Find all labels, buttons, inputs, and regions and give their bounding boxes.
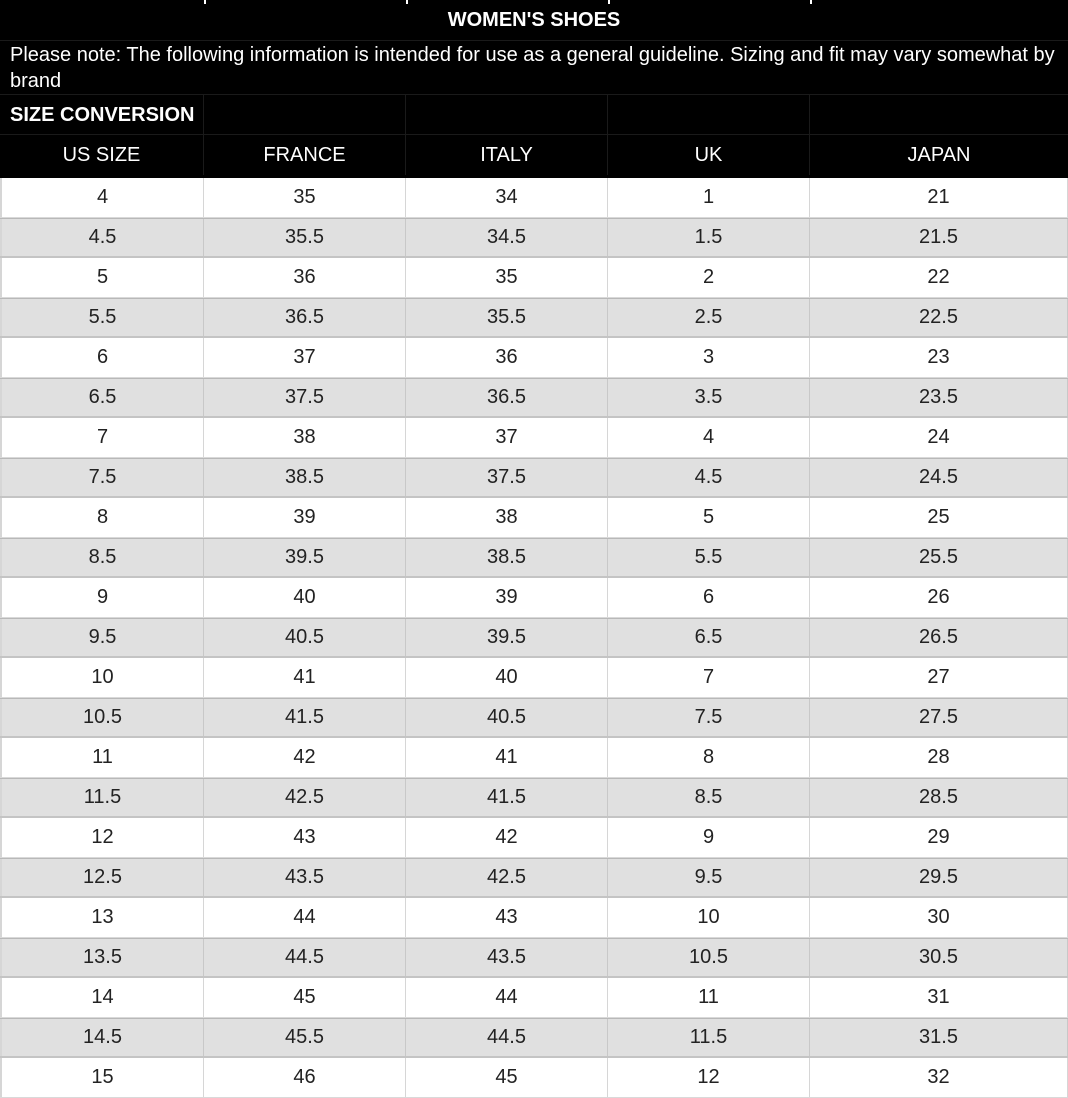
cell-uk: 11.5 [608,1019,810,1056]
cell-uk: 8.5 [608,779,810,816]
table-row [0,538,1068,578]
cell-japan: 23 [810,338,1068,377]
cell-uk: 10 [608,898,810,937]
cell-france: 39 [204,498,406,537]
cell-france: 43 [204,818,406,857]
cell-italy: 39.5 [406,619,608,656]
cell-japan: 31 [810,978,1068,1017]
cell-italy: 40.5 [406,699,608,736]
section-label: SIZE CONVERSION [0,95,204,134]
cell-us-size: 9 [0,578,204,617]
cell-us-size: 14.5 [0,1019,204,1056]
cell-us-size: 8.5 [0,539,204,576]
cell-uk: 12 [608,1058,810,1097]
cell-japan: 28.5 [810,779,1068,816]
cell-uk: 3 [608,338,810,377]
cell-italy: 43 [406,898,608,937]
cell-uk: 9 [608,818,810,857]
table-row [0,498,1068,538]
empty-cell [810,95,1068,134]
cell-japan: 32 [810,1058,1068,1097]
cell-us-size: 8 [0,498,204,537]
cell-japan: 24.5 [810,459,1068,496]
cell-france: 35.5 [204,219,406,256]
cell-japan: 25.5 [810,539,1068,576]
cell-italy: 37 [406,418,608,457]
table-row [0,1018,1068,1058]
cell-france: 36.5 [204,299,406,336]
cell-us-size: 11.5 [0,779,204,816]
cell-italy: 37.5 [406,459,608,496]
table-row [0,338,1068,378]
table-row [0,578,1068,618]
cell-japan: 21 [810,178,1068,217]
table-row [0,618,1068,658]
cell-us-size: 10 [0,658,204,697]
cell-italy: 44.5 [406,1019,608,1056]
cell-france: 38.5 [204,459,406,496]
cell-italy: 42.5 [406,859,608,896]
cell-japan: 26 [810,578,1068,617]
cell-uk: 10.5 [608,939,810,976]
cell-us-size: 4.5 [0,219,204,256]
cell-uk: 4 [608,418,810,457]
cell-uk: 6 [608,578,810,617]
table-row [0,658,1068,698]
cell-italy: 35.5 [406,299,608,336]
cell-japan: 30.5 [810,939,1068,976]
column-tick [204,0,206,4]
cell-uk: 3.5 [608,379,810,416]
cell-japan: 27.5 [810,699,1068,736]
cell-japan: 22 [810,258,1068,297]
cell-france: 36 [204,258,406,297]
table-title: WOMEN'S SHOES [447,8,621,31]
cell-france: 42 [204,738,406,777]
cell-japan: 21.5 [810,219,1068,256]
cell-uk: 1 [608,178,810,217]
table-row [0,858,1068,898]
cell-japan: 31.5 [810,1019,1068,1056]
column-tick [406,0,408,4]
cell-italy: 38 [406,498,608,537]
title-row [0,0,1068,41]
cell-japan: 25 [810,498,1068,537]
table-row [0,258,1068,298]
table-header [0,0,1068,175]
cell-uk: 2.5 [608,299,810,336]
table-body [0,175,1068,1098]
cell-us-size: 12 [0,818,204,857]
column-tick [608,0,610,4]
cell-italy: 41 [406,738,608,777]
cell-france: 40 [204,578,406,617]
table-row [0,778,1068,818]
cell-us-size: 12.5 [0,859,204,896]
cell-france: 44 [204,898,406,937]
cell-japan: 29 [810,818,1068,857]
cell-france: 41.5 [204,699,406,736]
column-header-us-size: US SIZE [0,135,204,175]
cell-uk: 6.5 [608,619,810,656]
cell-us-size: 10.5 [0,699,204,736]
cell-us-size: 15 [0,1058,204,1097]
column-header-row [0,135,1068,175]
cell-france: 45 [204,978,406,1017]
cell-us-size: 13 [0,898,204,937]
cell-us-size: 7 [0,418,204,457]
cell-france: 35 [204,178,406,217]
cell-france: 40.5 [204,619,406,656]
cell-italy: 36 [406,338,608,377]
cell-italy: 42 [406,818,608,857]
cell-italy: 34.5 [406,219,608,256]
cell-japan: 24 [810,418,1068,457]
table-row [0,978,1068,1018]
cell-italy: 43.5 [406,939,608,976]
cell-japan: 23.5 [810,379,1068,416]
cell-us-size: 5 [0,258,204,297]
table-row [0,298,1068,338]
cell-france: 39.5 [204,539,406,576]
table-row [0,738,1068,778]
cell-italy: 45 [406,1058,608,1097]
column-header-uk: UK [608,135,810,175]
cell-japan: 28 [810,738,1068,777]
cell-us-size: 6 [0,338,204,377]
cell-france: 38 [204,418,406,457]
cell-us-size: 11 [0,738,204,777]
cell-france: 37 [204,338,406,377]
cell-us-size: 4 [0,178,204,217]
cell-us-size: 14 [0,978,204,1017]
cell-japan: 27 [810,658,1068,697]
table-row [0,818,1068,858]
cell-france: 41 [204,658,406,697]
cell-japan: 29.5 [810,859,1068,896]
column-tick [810,0,812,4]
column-header-japan: JAPAN [907,143,971,166]
empty-cell [406,95,608,134]
cell-italy: 44 [406,978,608,1017]
column-header-italy: ITALY [406,135,608,175]
table-row [0,178,1068,218]
cell-uk: 1.5 [608,219,810,256]
cell-france: 37.5 [204,379,406,416]
cell-france: 42.5 [204,779,406,816]
cell-us-size: 6.5 [0,379,204,416]
table-row [0,698,1068,738]
empty-cell [204,95,406,134]
cell-japan: 30 [810,898,1068,937]
cell-uk: 9.5 [608,859,810,896]
table-row [0,898,1068,938]
cell-uk: 2 [608,258,810,297]
cell-italy: 40 [406,658,608,697]
cell-uk: 5 [608,498,810,537]
cell-italy: 35 [406,258,608,297]
cell-japan: 22.5 [810,299,1068,336]
table-row [0,1058,1068,1098]
cell-us-size: 5.5 [0,299,204,336]
cell-france: 46 [204,1058,406,1097]
sizing-note: Please note: The following information is intended for use as a general guideline. Sizing and fit may vary somewhat by brand [0,41,1068,95]
cell-uk: 11 [608,978,810,1017]
cell-italy: 39 [406,578,608,617]
cell-uk: 4.5 [608,459,810,496]
table-row [0,938,1068,978]
cell-uk: 5.5 [608,539,810,576]
cell-italy: 34 [406,178,608,217]
cell-france: 43.5 [204,859,406,896]
column-header-france: FRANCE [204,135,406,175]
cell-us-size: 13.5 [0,939,204,976]
cell-uk: 7 [608,658,810,697]
cell-uk: 8 [608,738,810,777]
cell-japan: 26.5 [810,619,1068,656]
cell-italy: 41.5 [406,779,608,816]
table-row [0,378,1068,418]
cell-italy: 38.5 [406,539,608,576]
table-row [0,458,1068,498]
empty-cell [608,95,810,134]
section-row [0,95,1068,135]
cell-italy: 36.5 [406,379,608,416]
table-row [0,418,1068,458]
table-row [0,218,1068,258]
cell-france: 45.5 [204,1019,406,1056]
cell-france: 44.5 [204,939,406,976]
cell-uk: 7.5 [608,699,810,736]
cell-us-size: 9.5 [0,619,204,656]
cell-us-size: 7.5 [0,459,204,496]
